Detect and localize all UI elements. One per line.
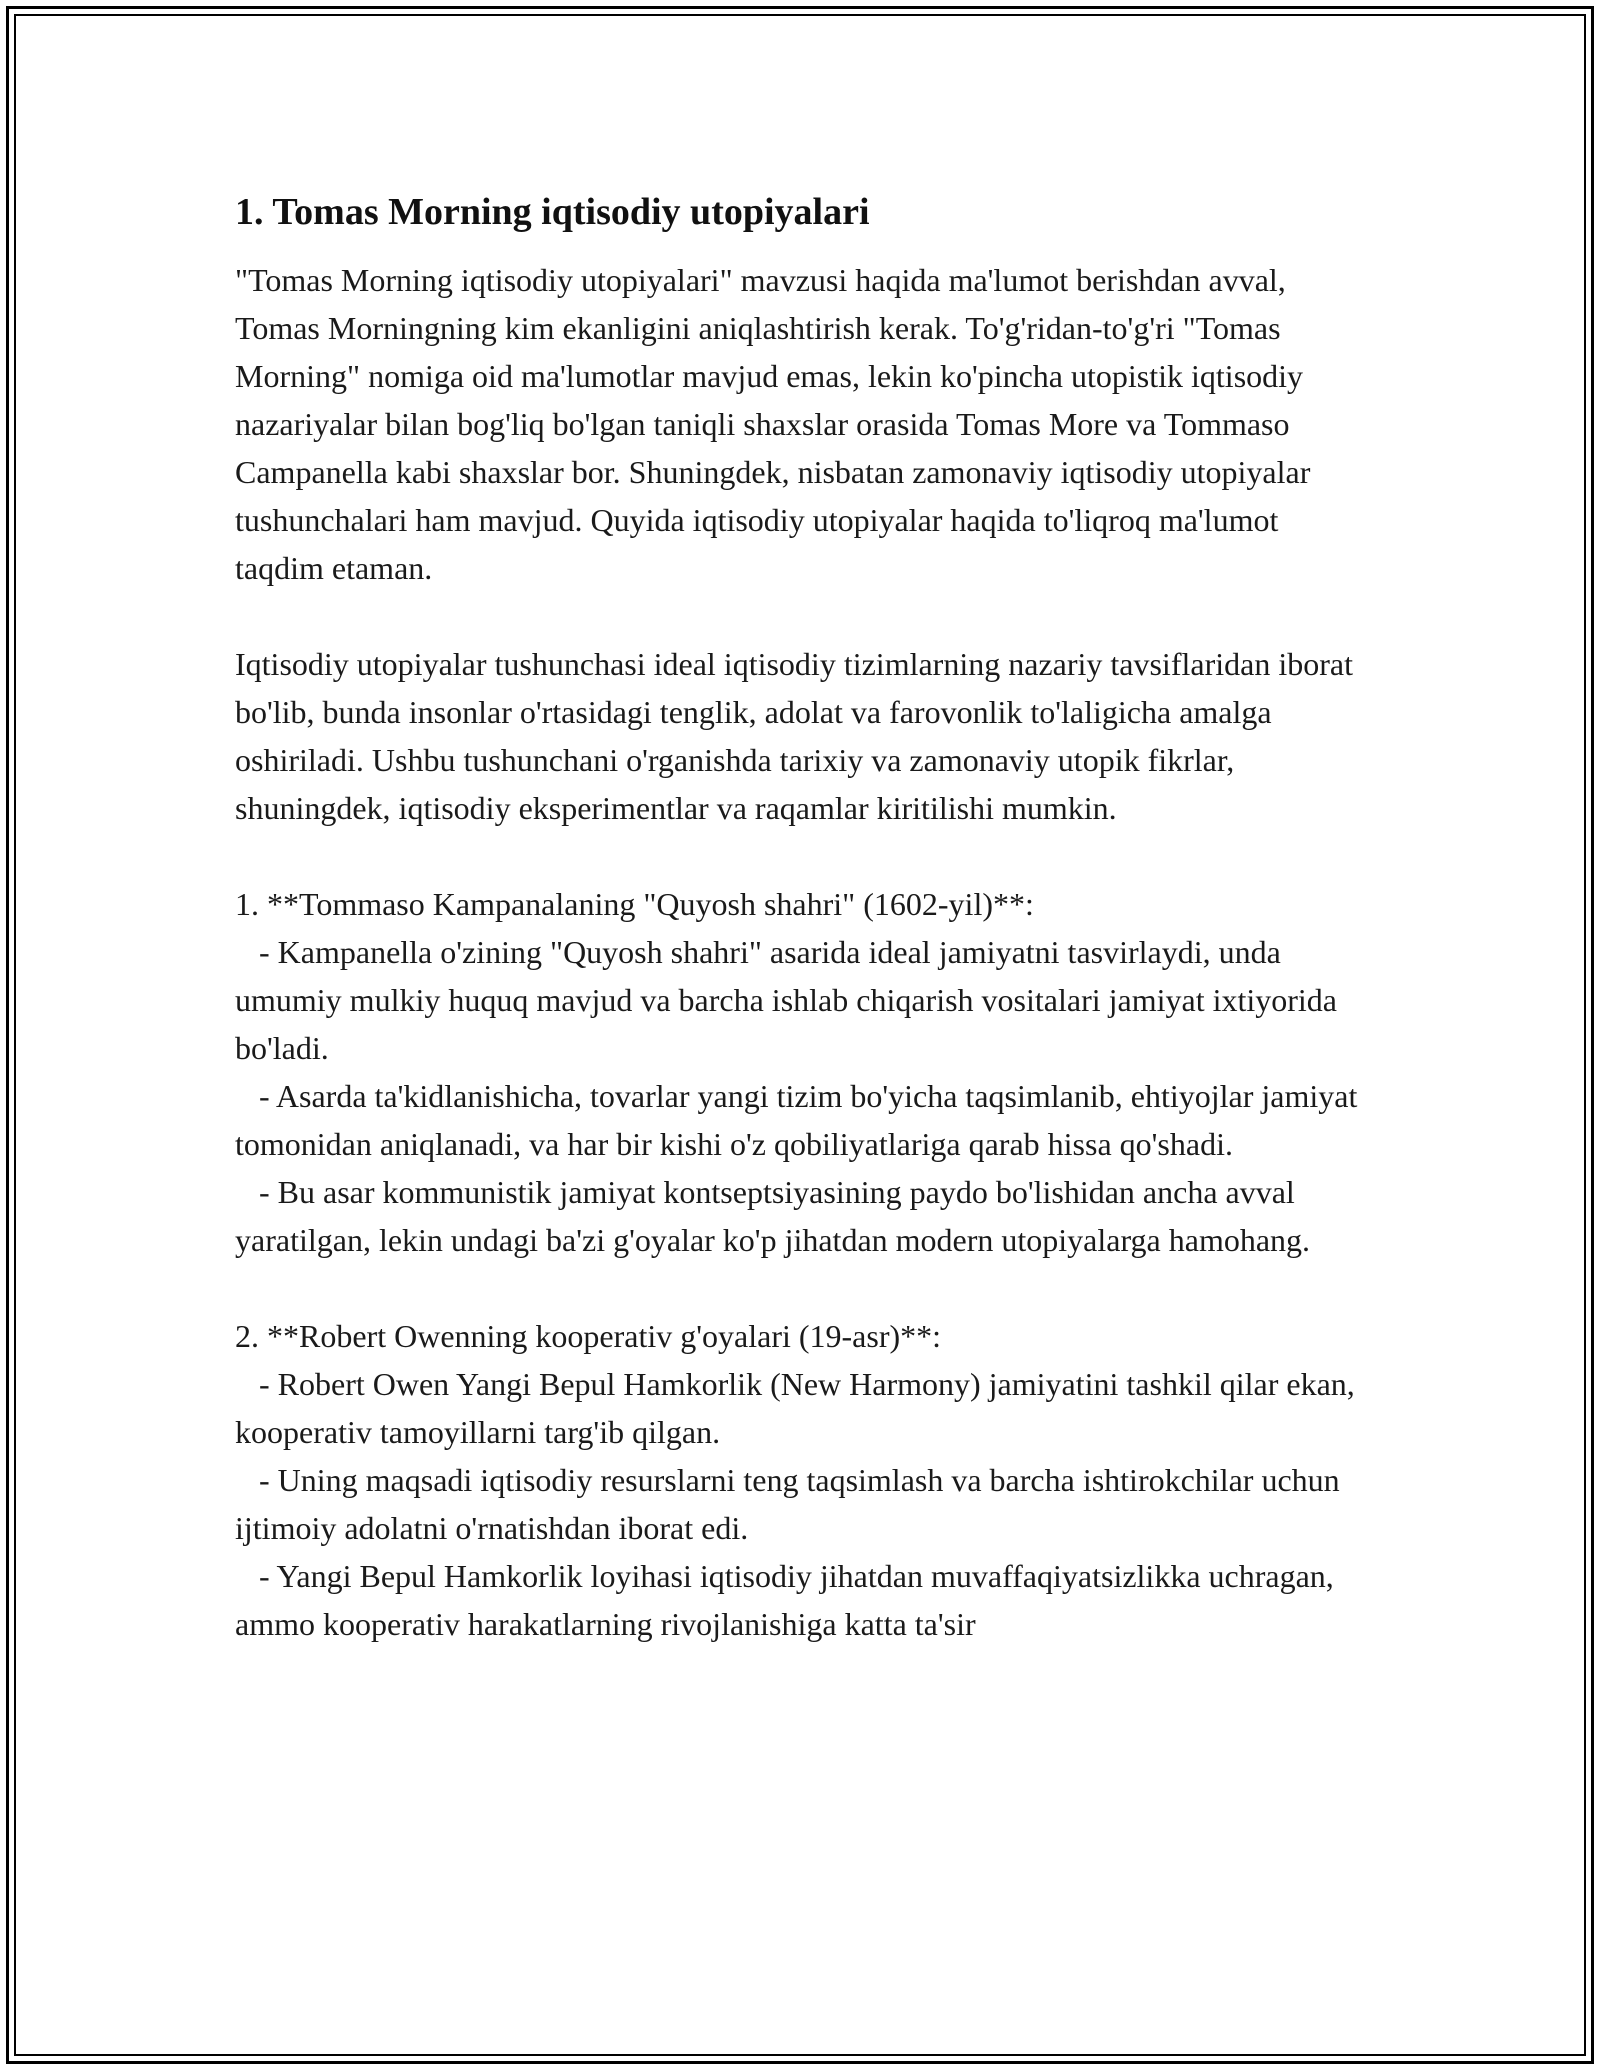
paragraph-spacer xyxy=(235,592,1365,640)
definition-paragraph: Iqtisodiy utopiyalar tushunchasi ideal iqtisodiy tizimlarning nazariy tavsiflaridan iborat bo'lib, bunda insonlar o'rtasidagi tenglik, adolat va farovonlik to'laligicha amalga oshiriladi. Ushbu tushunchani o'rganishda tarixiy va zamonaviy utopik fikrlar, shuningdek, iqtisodiy eksperimentlar va raqamlar kiritilishi mumkin. xyxy=(235,646,1361,826)
paragraph-spacer xyxy=(235,832,1365,880)
section-heading: 1. Tomas Morning iqtisodiy utopiyalari xyxy=(235,191,870,233)
intro-paragraph: "Tomas Morning iqtisodiy utopiyalari" mavzusi haqida ma'lumot berishdan avval, Tomas Morningning kim ekanligini aniqlashtirish kerak. To'g'ridan-to'g'ri "Tomas Morning" nomiga oid ma'lumotlar mavjud emas, lekin ko'pincha utopistik iqtisodiy nazariyalar bilan bog'liq bo'lgan taniqli shaxslar orasida Tomas More va Tommaso Campanella kabi shaxslar bor. Shuningdek, nisbatan zamonaviy iqtisodiy utopiyalar tushunchalari ham mavjud. Quyida iqtisodiy utopiyalar haqida to'liqroq ma'lumot taqdim etaman. xyxy=(235,262,1319,586)
owen-list-item: 2. **Robert Owenning kooperativ g'oyalari (19-asr)**: - Robert Owen Yangi Bepul Hamkorlik (New Harmony) jamiyatini tashkil qilar ekan, kooperativ tamoyillarni targ'ib qilgan. - Uning maqsadi iqtisodiy resurslarni teng taqsimlash va barcha ishtirokchilar uchun ijtimoiy adolatni o'rnatishdan iborat edi. - Yangi Bepul Hamkorlik loyihasi iqtisodiy jihatdan muvaffaqiyatsizlikka uchragan, ammo kooperativ harakatlarning rivojlanishiga katta ta'sir xyxy=(235,1318,1355,1642)
paragraph-spacer xyxy=(235,1264,1365,1312)
document-body xyxy=(235,186,1365,1648)
campanella-list-item: 1. **Tommaso Kampanalaning "Quyosh shahri" (1602-yil)**: - Kampanella o'zining "Quyosh shahri" asarida ideal jamiyatni tasvirlaydi, unda umumiy mulkiy huquq mavjud va barcha ishlab chiqarish vositalari jamiyat ixtiyorida bo'ladi. - Asarda ta'kidlanishicha, tovarlar yangi tizim bo'yicha taqsimlanib, ehtiyojlar jamiyat tomonidan aniqlanadi, va har bir kishi o'z qobiliyatlariga qarab hissa qo'shadi. - Bu asar kommunistik jamiyat kontseptsiyasining paydo bo'lishidan ancha avval yaratilgan, lekin undagi ba'zi g'oyalar ko'p jihatdan modern utopiyalarga hamohang. xyxy=(235,886,1358,1258)
